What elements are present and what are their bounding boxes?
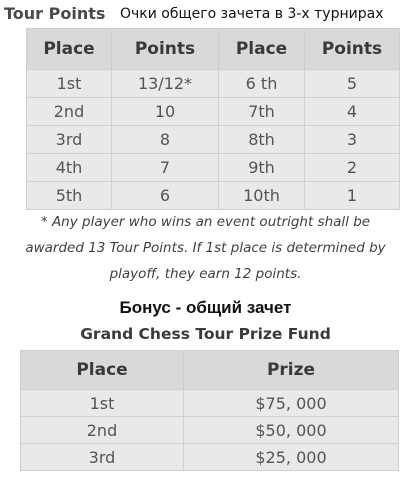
column-header-points: Points	[305, 29, 400, 70]
column-header-prize: Prize	[184, 351, 399, 390]
table-row	[21, 390, 399, 417]
place-cell: 6 th	[219, 70, 305, 98]
column-header-place: Place	[27, 29, 112, 70]
table-row	[21, 417, 399, 444]
prize-cell: $75, 000	[184, 390, 399, 417]
prize-fund-table	[20, 350, 399, 471]
place-cell: 5th	[27, 182, 112, 210]
place-cell: 2nd	[21, 417, 184, 444]
points-cell: 7	[112, 154, 219, 182]
table-row	[27, 70, 400, 98]
points-cell: 3	[305, 126, 400, 154]
points-cell: 13/12*	[112, 70, 219, 98]
table-header-row	[21, 351, 399, 390]
place-cell: 7th	[219, 98, 305, 126]
column-header-place: Place	[219, 29, 305, 70]
column-header-points: Points	[112, 29, 219, 70]
table-header-row	[27, 29, 400, 70]
prize-cell: $50, 000	[184, 417, 399, 444]
place-cell: 3rd	[21, 444, 184, 471]
tour-points-table	[26, 28, 400, 210]
table-row	[27, 154, 400, 182]
prize-cell: $25, 000	[184, 444, 399, 471]
tour-points-subtitle: Очки общего зачета в 3-х турнирах	[120, 6, 384, 22]
footnote-line: playoff, they earn 12 points.	[109, 266, 302, 282]
column-header-place: Place	[21, 351, 184, 390]
points-footnote	[0, 209, 411, 287]
place-cell: 9th	[219, 154, 305, 182]
place-cell: 1st	[21, 390, 184, 417]
prize-fund-heading: Grand Chess Tour Prize Fund	[80, 325, 331, 343]
table-row	[27, 182, 400, 210]
place-cell: 1st	[27, 70, 112, 98]
table-row	[21, 444, 399, 471]
points-cell: 4	[305, 98, 400, 126]
table-row	[27, 98, 400, 126]
footnote-line: awarded 13 Tour Points. If 1st place is determined by	[25, 240, 386, 256]
points-cell: 10	[112, 98, 219, 126]
points-cell: 6	[112, 182, 219, 210]
points-cell: 5	[305, 70, 400, 98]
tour-points-heading: Tour Points	[4, 4, 106, 23]
points-cell: 8	[112, 126, 219, 154]
place-cell: 2nd	[27, 98, 112, 126]
place-cell: 4th	[27, 154, 112, 182]
points-cell: 1	[305, 182, 400, 210]
footnote-line: * Any player who wins an event outright shall be	[40, 214, 371, 230]
place-cell: 3rd	[27, 126, 112, 154]
table-row	[27, 126, 400, 154]
points-cell: 2	[305, 154, 400, 182]
place-cell: 10th	[219, 182, 305, 210]
bonus-heading: Бонус - общий зачет	[119, 298, 292, 317]
place-cell: 8th	[219, 126, 305, 154]
